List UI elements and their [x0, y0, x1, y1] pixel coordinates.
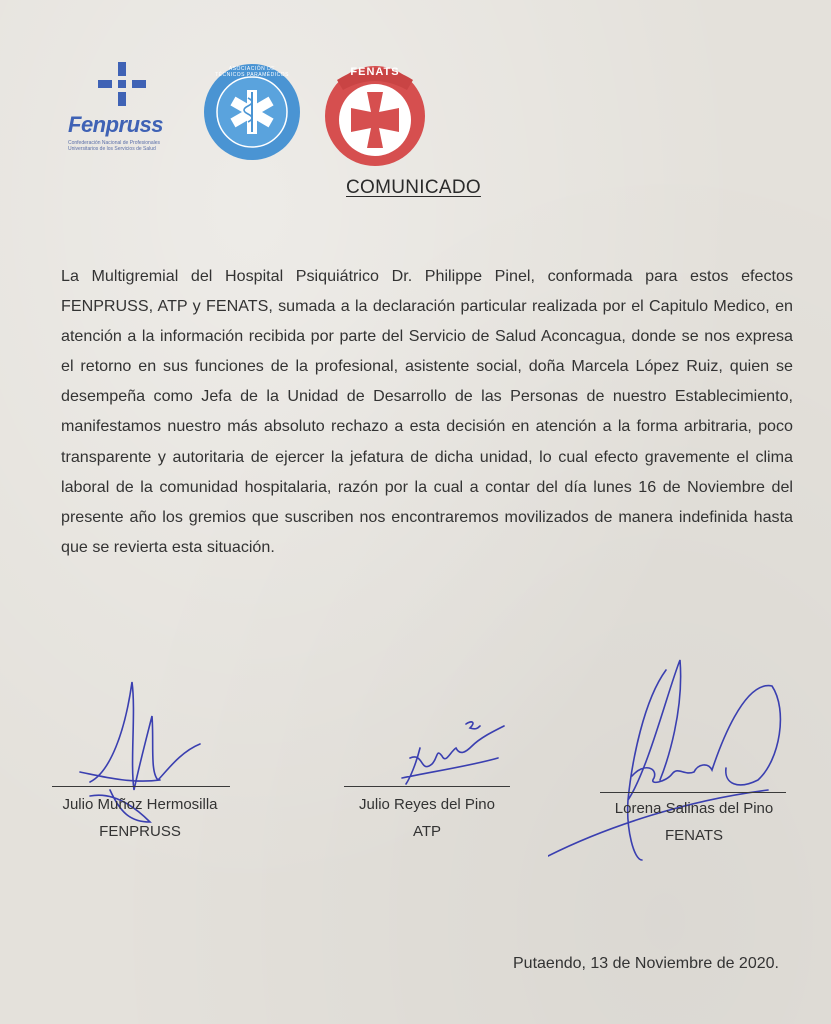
fenats-logo: [323, 58, 427, 170]
page-title: COMUNICADO: [346, 177, 481, 198]
fenpruss-name: Fenpruss: [68, 112, 164, 137]
signatory-org: ATP: [412, 823, 442, 840]
signature-line: [600, 792, 786, 793]
statement-paragraph: La Multigremial del Hospital Psiquiátrico Dr. Philippe Pinel, conformada para estos efectos FENPRUSS, ATP y FENATS, sumada a la declaración particular realizada por el Capitulo Medico, en atención a la información recibida por parte del Servicio de Salud Aconcagua, donde se nos expresa el retorno en sus funciones de la profesional, asistente social, doña Marcela López Ruiz, quien se desempeña como Jefa de la Unidad de Desarrollo de las Personas de nuestro Establecimiento, manifestamos nuestro más absoluto rechazo a esta decisión en atención a la forma arbitraria, poco transparente y autoritaria de ejercer la jefatura de dicha unidad, lo cual efecto gravemente el clima laboral de la comunidad hospitalaria, razón por la cual a contar del día lunes 16 de Noviembre del presente año los gremios que suscriben nos encontraremos movilizados de manera indefinida hasta que se revierta esta situación.: [61, 267, 793, 556]
signature-line: [52, 786, 230, 787]
atp-logo: [202, 62, 302, 162]
fenpruss-logo: [62, 58, 192, 162]
signatory-org: FENPRUSS: [99, 823, 181, 840]
fenpruss-subtitle: Confederación Nacional de Profesionales Universitarios de los Servicios de Salud: [68, 140, 161, 152]
signatory-name: Lorena Salinas del Pino: [614, 800, 774, 817]
place-date: Putaendo, 13 de Noviembre de 2020.: [513, 955, 779, 972]
fenpruss-cross-icon: [62, 58, 192, 118]
signatory-name: Julio Reyes del Pino: [359, 796, 495, 813]
signature-line: [344, 786, 510, 787]
signature-atp: [380, 708, 520, 798]
atp-ring-text: ASOCIACIÓN DE TÉCNICOS PARAMÉDICOS: [215, 66, 289, 78]
signatory-name: Julio Muñoz Hermosilla: [62, 796, 218, 813]
fenats-label: FENATS: [350, 66, 400, 78]
signatory-org: FENATS: [664, 827, 724, 844]
